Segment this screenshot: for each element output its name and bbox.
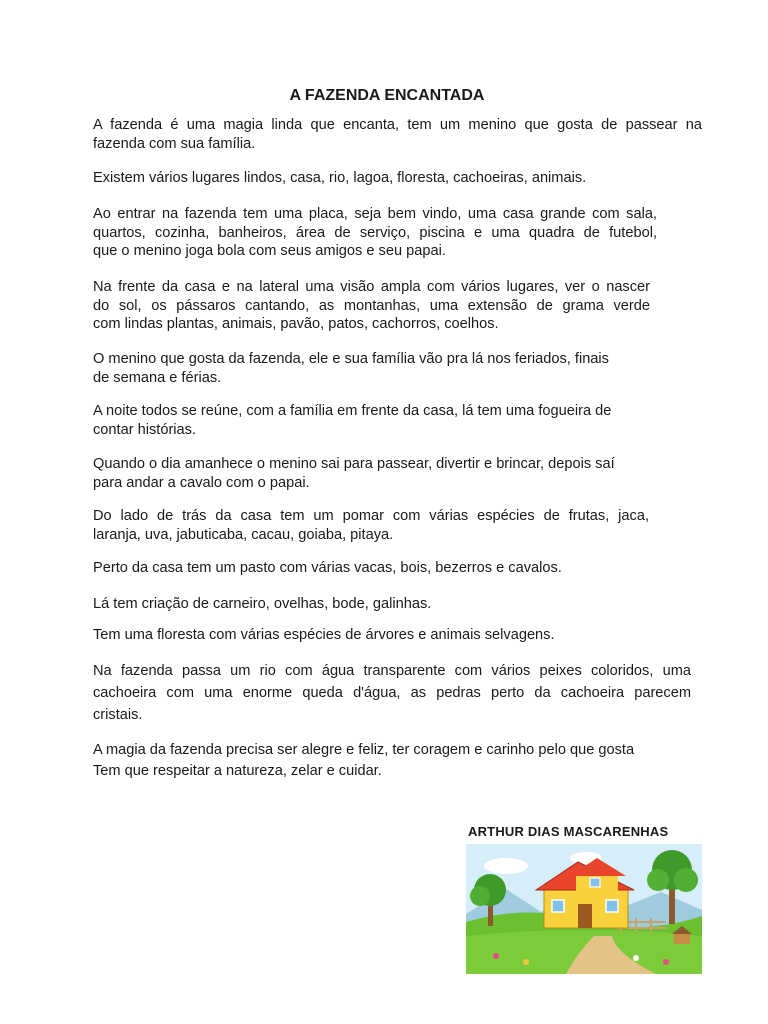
paragraph [93,169,693,188]
text-line: Na fazenda passa um rio com água transparente com vários peixes coloridos, uma [93,663,691,679]
text-line: fazenda com sua família. [93,135,256,152]
house-window [606,900,618,912]
paragraph [93,559,653,578]
text-line: com lindas plantas, animais, pavão, patos, cachorros, coelhos. [93,316,499,332]
text-line: para andar a cavalo com o papai. [93,474,310,491]
text-line: quartos, cozinha, banheiros, área de serviço, piscina e uma quadra de futebol, [93,224,657,241]
text-line: contar histórias. [93,421,197,438]
paragraph [93,116,702,153]
paragraph [93,595,593,614]
house-window [590,878,600,887]
paragraph [93,350,653,387]
text-line: Ao entrar na fazenda tem uma placa, seja bem vindo, uma casa grande com sala, [93,206,657,222]
paragraph [93,402,663,439]
paragraph [93,740,693,782]
text-line: Do lado de trás da casa tem um pomar com várias espécies de frutas, jaca, [93,508,649,524]
text-line: A fazenda é uma magia linda que encanta, tem um menino que gosta de passear na [93,117,702,133]
author-name: ARTHUR DIAS MASCARENHAS [468,824,669,839]
cloud [484,858,528,874]
paragraph [93,455,663,492]
text-line: de semana e férias. [93,369,222,386]
paragraph [93,278,650,334]
text-line: Quando o dia amanhece o menino sai para passear, divertir e brincar, depois saí [93,456,615,472]
paragraph [93,205,657,261]
flower [663,959,669,965]
text-line: Existem vários lugares lindos, casa, rio, lagoa, floresta, cachoeiras, animais. [93,170,587,186]
text-line: Na frente da casa e na lateral uma visão ampla com vários lugares, ver o nascer [93,279,650,295]
page-title: A FAZENDA ENCANTADA [289,87,485,104]
text-line: Tem uma floresta com várias espécies de árvores e animais selvagens. [93,627,555,643]
house-window [552,900,564,912]
text-line: O menino que gosta da fazenda, ele e sua família vão pra lá nos feriados, finais [93,351,609,367]
text-line: A magia da fazenda precisa ser alegre e feliz, ter coragem e carinho pelo que gosta [93,742,635,758]
kennel [674,934,690,944]
text-line: cristais. [93,707,143,723]
paragraph [93,626,653,645]
house-door [578,904,592,928]
text-line: Lá tem criação de carneiro, ovelhas, bode, galinhas. [93,596,432,612]
text-line: Tem que respeitar a natureza, zelar e cuidar. [93,763,382,779]
text-line: A noite todos se reúne, com a família em frente da casa, lá tem uma fogueira de [93,403,612,419]
flower [633,955,639,961]
text-line: Perto da casa tem um pasto com várias vacas, bois, bezerros e cavalos. [93,560,562,576]
text-line: que o menino joga bola com seus amigos e seu papai. [93,243,446,259]
flower [523,959,529,965]
farm-house-illustration [466,844,702,974]
flower [493,953,499,959]
paragraph [93,660,691,726]
text-line: laranja, uva, jabuticaba, cacau, goiaba, pitaya. [93,526,394,543]
text-line: cachoeira com uma enorme queda d'água, as pedras perto da cachoeira parecem [93,685,691,701]
text-line: do sol, os pássaros cantando, as montanhas, uma extensão de grama verde [93,297,650,314]
paragraph [93,507,649,544]
